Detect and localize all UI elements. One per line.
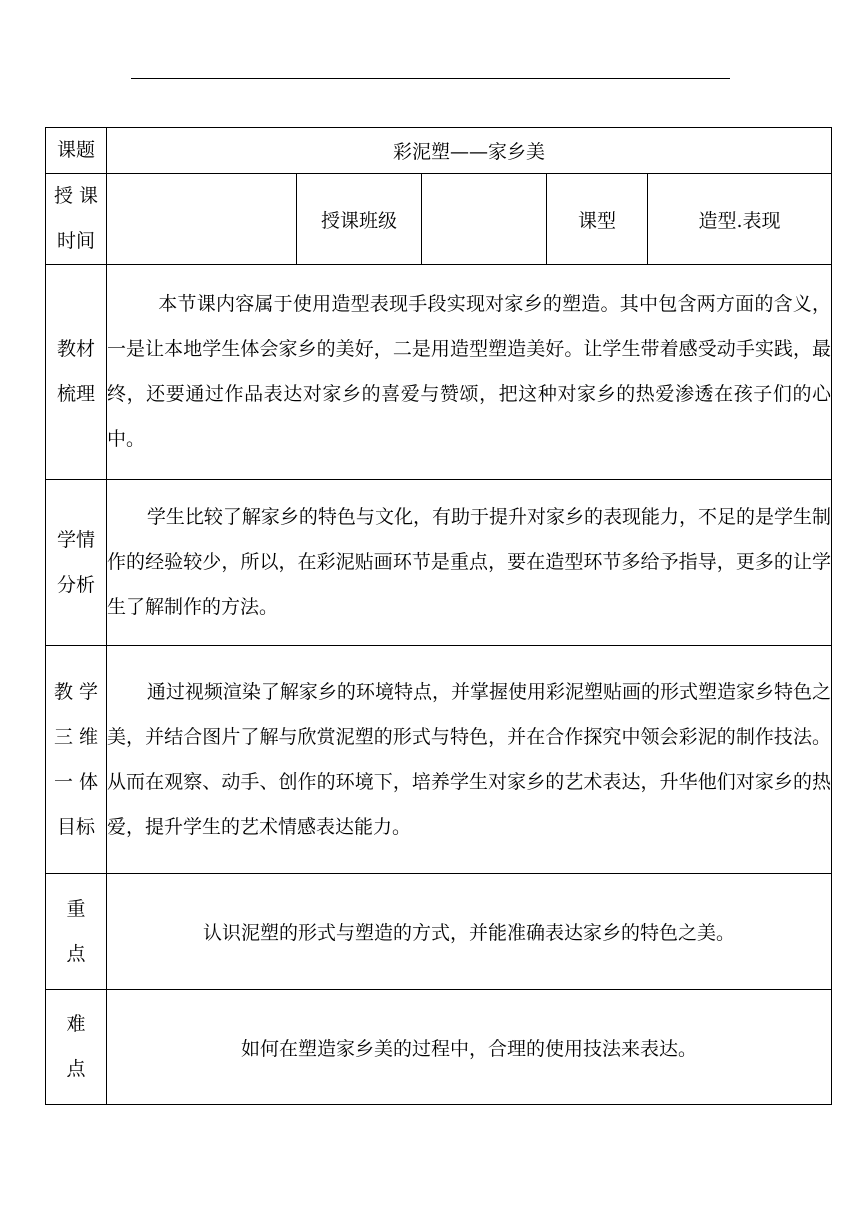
material-label-line1: 教材 — [56, 338, 95, 360]
goals-label-line4: 目标 — [56, 815, 95, 838]
row-key-point — [46, 874, 832, 990]
material-text: 本节课内容属于使用造型表现手段实现对家乡的塑造。其中包含两方面的含义，一是让本地学生体会家乡的美好，二是用造型塑造美好。让学生带着感受动手实践，最终，还要通过作品表达对家乡的喜爱与赞颂，把这种对家乡的热爱渗透在孩子们的心中。 — [107, 293, 832, 450]
time-label-line2: 时间 — [56, 230, 95, 252]
title-label: 课题 — [46, 128, 107, 174]
lesson-plan-table — [45, 127, 832, 1105]
time-label — [46, 174, 107, 265]
material-label — [46, 265, 107, 480]
row-goals — [46, 646, 832, 874]
goals-label-line3: 一 体 — [53, 770, 99, 793]
goals-label-line2: 三 维 — [53, 725, 99, 748]
goals-text: 通过视频渲染了解家乡的环境特点，并掌握使用彩泥塑贴画的形式塑造家乡特色之美，并结合图片了解与欣赏泥塑的形式与特色，并在合作探究中领会彩泥的制作技法。从而在观察、动手、创作的环境下，培养学生对家乡的艺术表达，升华他们对家乡的热爱，提升学生的艺术情感表达能力。 — [107, 680, 832, 838]
goals-cell — [107, 646, 832, 874]
class-value — [422, 174, 547, 265]
analysis-label-line2: 分析 — [56, 573, 95, 596]
material-label-line2: 梳理 — [56, 383, 95, 405]
key-label-line2: 点 — [66, 942, 86, 965]
title-value: 彩泥塑——家乡美 — [107, 128, 832, 174]
key-label-line1: 重 — [66, 897, 86, 920]
class-label: 授课班级 — [297, 174, 422, 265]
goals-label-line1: 教 学 — [53, 680, 99, 703]
time-value — [107, 174, 297, 265]
difficulty-label — [46, 990, 107, 1105]
row-title — [46, 128, 832, 174]
header-rule — [131, 78, 730, 79]
difficulty-label-line2: 点 — [66, 1058, 86, 1080]
difficulty-label-line1: 难 — [66, 1013, 86, 1035]
row-difficulty — [46, 990, 832, 1105]
key-label — [46, 874, 107, 990]
material-cell — [107, 265, 832, 480]
analysis-label-line1: 学情 — [56, 528, 95, 551]
type-label: 课型 — [547, 174, 648, 265]
difficulty-text: 如何在塑造家乡美的过程中，合理的使用技法来表达。 — [107, 990, 832, 1105]
time-label-line1: 授 课 — [53, 185, 99, 207]
type-value: 造型.表现 — [648, 174, 832, 265]
row-material — [46, 265, 832, 480]
row-analysis — [46, 480, 832, 646]
analysis-cell — [107, 480, 832, 646]
analysis-label — [46, 480, 107, 646]
row-time — [46, 174, 832, 265]
analysis-text: 学生比较了解家乡的特色与文化，有助于提升对家乡的表现能力，不足的是学生制作的经验较少，所以，在彩泥贴画环节是重点，要在造型环节多给予指导，更多的让学生了解制作的方法。 — [107, 506, 832, 618]
goals-label — [46, 646, 107, 874]
key-text: 认识泥塑的形式与塑造的方式，并能准确表达家乡的特色之美。 — [107, 874, 832, 990]
